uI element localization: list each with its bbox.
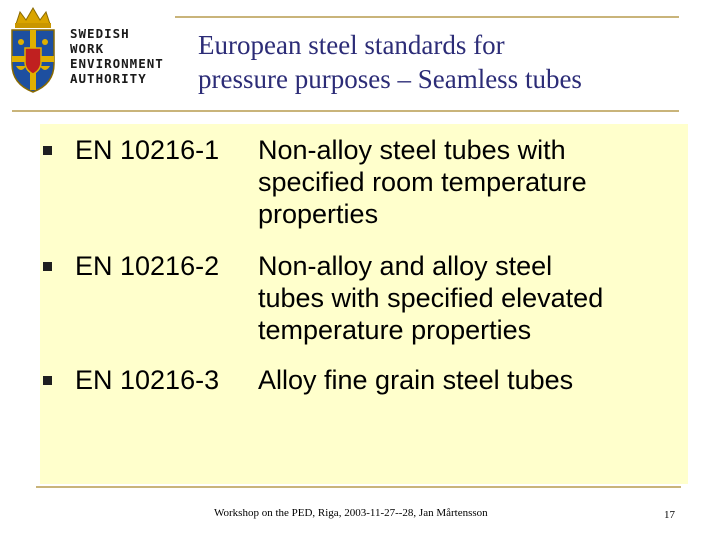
agency-name <box>70 26 164 86</box>
standard-description <box>258 364 678 396</box>
agency-logo <box>4 4 176 98</box>
title-line-2: pressure purposes – Seamless tubes <box>198 64 582 94</box>
standard-code: EN 10216-1 <box>75 135 220 165</box>
description-line: Non-alloy and alloy steel <box>258 251 553 281</box>
standard-description <box>258 134 678 230</box>
logo-line: AUTHORITY <box>70 71 147 86</box>
title-line-1: European steel standards for <box>198 30 505 60</box>
logo-line: WORK <box>70 41 105 56</box>
standard-code: EN 10216-3 <box>75 365 220 395</box>
footer-text: Workshop on the PED, Riga, 2003-11-27--28, Jan Mårtensson <box>214 507 488 519</box>
title-rule-bottom <box>12 110 679 112</box>
title-rule-top <box>175 16 679 18</box>
square-bullet-icon <box>43 376 52 385</box>
description-line: Non-alloy steel tubes with <box>258 135 566 165</box>
square-bullet-icon <box>43 146 52 155</box>
square-bullet-icon <box>43 262 52 271</box>
description-line: temperature properties <box>258 315 532 345</box>
description-line: Alloy fine grain steel tubes <box>258 365 574 395</box>
coat-of-arms-icon <box>4 4 62 98</box>
description-line: properties <box>258 199 379 229</box>
description-line: tubes with specified elevated <box>258 283 604 313</box>
slide-title <box>198 28 698 96</box>
page-number: 17 <box>664 509 675 521</box>
logo-line: SWEDISH <box>70 26 130 41</box>
standard-description <box>258 250 678 346</box>
standard-code: EN 10216-2 <box>75 251 220 281</box>
logo-line: ENVIRONMENT <box>70 56 164 71</box>
footer-rule <box>36 486 681 488</box>
description-line: specified room temperature <box>258 167 587 197</box>
